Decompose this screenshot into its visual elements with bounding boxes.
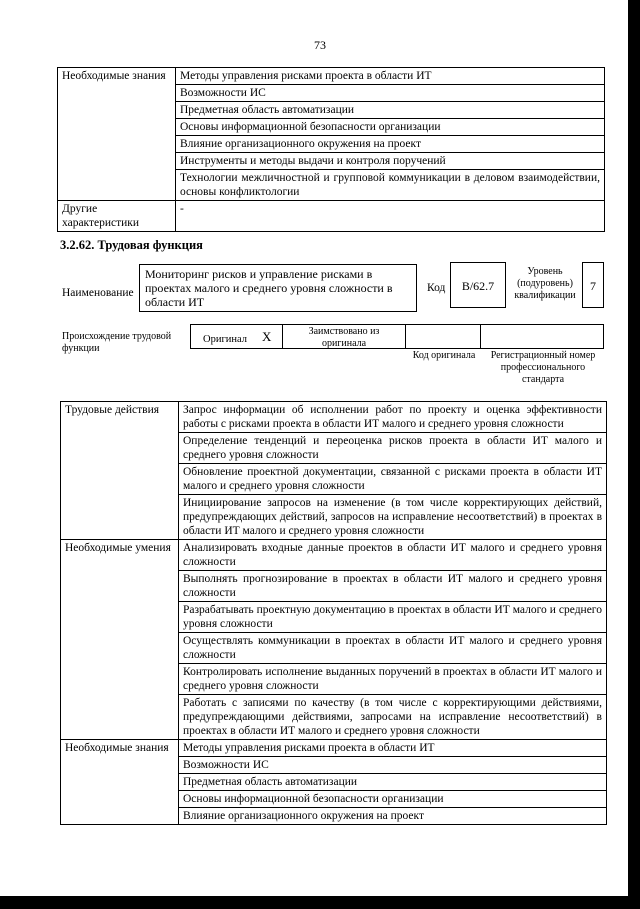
origin-divider-1	[282, 324, 283, 349]
code-label: Код	[427, 282, 446, 294]
row-item: Возможности ИС	[179, 757, 607, 774]
reg-caption: Регистрационный номер профессионального стандарта	[490, 350, 596, 385]
row-item: Запрос информации об исполнении работ по проекту и оценка эффективности работы с рисками проекта в области ИТ малого и среднего уровня сложности	[179, 402, 607, 433]
row-label: Трудовые действия	[61, 402, 179, 540]
row-item: Определение тенденций и переоценка рисков проекта в области ИТ малого и среднего уровня сложности	[179, 433, 607, 464]
table-row	[61, 740, 607, 757]
row-label: Необходимые умения	[61, 540, 179, 740]
row-item: Работать с записями по качеству (в том числе с корректирующими действиями, предупреждающими действиями, запросами на исправление несоответствий) в проектах в области ИТ малого и среднего уровня сложности	[179, 695, 607, 740]
row-item: Влияние организационного окружения на проект	[179, 808, 607, 825]
row-item: Методы управления рисками проекта в области ИТ	[176, 68, 605, 85]
code-value: B/62.7	[461, 279, 495, 293]
origin-label: Происхождение трудовой функции	[62, 331, 172, 354]
row-item: Методы управления рисками проекта в области ИТ	[179, 740, 607, 757]
original-label: Оригинал	[203, 334, 247, 345]
code-value-box	[450, 262, 506, 308]
original-mark: X	[262, 329, 272, 344]
row-item: Возможности ИС	[176, 85, 605, 102]
name-value: Мониторинг рисков и управление рисками в проектах малого и среднего уровня сложности в области ИТ	[145, 267, 393, 309]
table-row	[61, 540, 607, 571]
section-title: 3.2.62. Трудовая функция	[60, 238, 203, 252]
table-row	[58, 68, 605, 85]
table-row	[61, 402, 607, 433]
level-label: Уровень (подуровень) квалификации	[514, 266, 576, 301]
code-caption: Код оригинала	[412, 350, 476, 361]
borrowed-label: Заимствовано из оригинала	[308, 326, 380, 349]
row-item: Предметная область автоматизации	[179, 774, 607, 791]
row-label: Необходимые знания	[61, 740, 179, 825]
name-value-box	[139, 264, 417, 312]
row-item: Инструменты и методы выдачи и контроля поручений	[176, 153, 605, 170]
row-item: Технологии межличностной и групповой коммуникации в деловом взаимодействии, основы конфликтологии	[176, 170, 605, 201]
level-value-box	[582, 262, 604, 308]
row-item: Выполнять прогнозирование в проектах в области ИТ малого и среднего уровня сложности	[179, 571, 607, 602]
row-label: Другие характеристики	[58, 201, 176, 232]
row-item: Инициирование запросов на изменение (в том числе корректирующих действий, предупреждающих действий, запросов на исправление несоответствий) в проектах в области ИТ малого и среднего уровня сложности	[179, 495, 607, 540]
row-item: Контролировать исполнение выданных поручений в проектах в области ИТ малого и среднего уровня сложности	[179, 664, 607, 695]
level-value: 7	[590, 279, 596, 293]
origin-divider-2	[405, 324, 406, 349]
main-table	[60, 401, 607, 825]
row-item: Предметная область автоматизации	[176, 102, 605, 119]
row-item: Основы информационной безопасности организации	[179, 791, 607, 808]
row-item: Обновление проектной документации, связанной с рисками проекта в области ИТ малого и среднего уровня сложности	[179, 464, 607, 495]
scan-edge-bottom	[0, 896, 640, 909]
origin-divider-3	[480, 324, 481, 349]
top-table	[57, 67, 605, 232]
row-item: Анализировать входные данные проектов в области ИТ малого и среднего уровня сложности	[179, 540, 607, 571]
table-row	[58, 201, 605, 232]
row-item: Влияние организационного окружения на проект	[176, 136, 605, 153]
page-number: 73	[314, 38, 326, 52]
name-label: Наименование	[62, 287, 134, 299]
row-item: -	[176, 201, 605, 232]
scan-edge-right	[628, 0, 640, 909]
row-item: Основы информационной безопасности организации	[176, 119, 605, 136]
row-label: Необходимые знания	[58, 68, 176, 201]
row-item: Осуществлять коммуникации в проектах в области ИТ малого и среднего уровня сложности	[179, 633, 607, 664]
row-item: Разрабатывать проектную документацию в проектах в области ИТ малого и среднего уровня сложности	[179, 602, 607, 633]
